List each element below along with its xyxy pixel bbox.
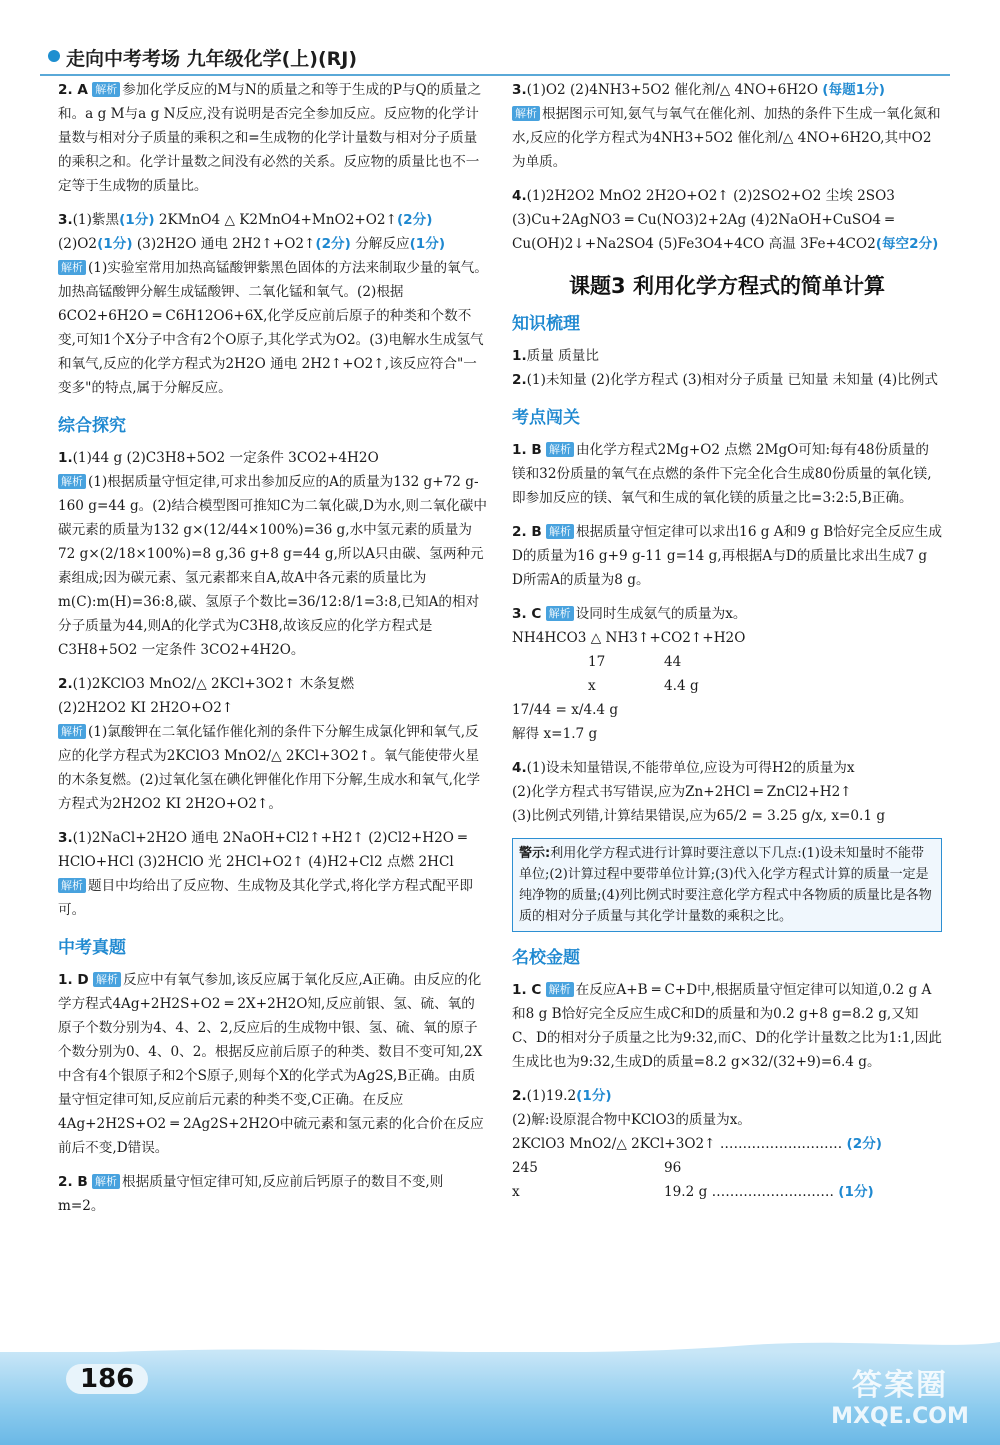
analysis-tag: 解析 (546, 982, 574, 997)
answer-item: 4.(1)2H2O2 MnO2 2H2O+O2↑ (2)2SO2+O2 尘埃 2SO3 (3)Cu+2AgNO3 ═ Cu(NO3)2+2Ag (4)2NaOH+CuSO4 ═ Cu(OH)2↓+Na2SO4 (5)Fe3O4+4CO 高温 3Fe+4CO2(每空2分) (512, 188, 939, 252)
analysis-tag: 解析 (58, 260, 86, 275)
section-heading: 知识梳理 (512, 314, 580, 334)
answer-item: 2. B 解析 根据质量守恒定律可知,反应前后钙原子的数目不变,则m=2。 (58, 1174, 444, 1214)
warning-label: 警示: (519, 846, 551, 861)
answer-item: 2.(1)19.2(1分) (2)解:设原混合物中KClO3的质量为x。 2KClO3 MnO2/△ 2KCl+3O2↑ ……………………… (2分) 245 96 x 19.2 g ……………………… (1分) (512, 1084, 942, 1204)
answer-item: 3. C 解析 设同时生成氨气的质量为x。 NH4HCO3 △ NH3↑+CO2↑+H2O 17 44 x 4.4 g 17/44 = x/4.4 g 解得 x=1.7 g (512, 602, 942, 746)
answer-item: 4.(1)设未知量错误,不能带单位,应设为可得H2的质量为x (2)化学方程式书写错误,应为Zn+2HCl ═ ZnCl2+H2↑ (3)比例式列错,计算结果错误,应为65/2 = 3.25 g/x, x=0.1 g (512, 760, 886, 824)
result: 解得 x=1.7 g (512, 726, 598, 742)
answer-item: 1.(1)44 g (2)C3H8+5O2 一定条件 3CO2+4H2O 解析 (1)根据质量守恒定律,可求出参加反应的A的质量为132 g+72 g-160 g=44 g。(2)结合模型图可推知C为二氧化碳,D为水,则二氧化碳中碳元素的质量为132 g×(12/44×100%)=36 g,水中氢元素的质量为72 g×(2/18×100%)=8 g,36 g+8 g=44 g,所以A只由碳、氢两种元素组成;因为碳元素、氢元素都来自A,故A中各元素的质量比为m(C):m(H)=36:8,碳、氢原子个数比=36/12:8/1=3:8,已知A的相对分子质量为44,则A的化学式为C3H8,故该反应的化学方程式是C3H8+5O2 一定条件 3CO2+4H2O。 (58, 450, 487, 658)
analysis-tag: 解析 (546, 442, 574, 457)
warning-box: 警示:利用化学方程式进行计算时要注意以下几点:(1)设未知量时不能带单位;(2)计算过程中要带单位计算;(3)代入化学方程式计算的质量一定是纯净物的质量;(4)列比例式时要注意化学方程式中各物质的质量比是各物质的相对分子质量与其化学计量数的乘积之比。 (512, 838, 942, 932)
answer-item: 2. A 解析 参加化学反应的M与N的质量之和等于生成的P与Q的质量之和。a g M与a g N反应,没有说明是否完全参加反应。反应物的化学计量数与相对分子质量的乘积之和=生成物的化学计量数与相对分子质量的乘积之和。化学计量数之间没有必然的关系。反应物的质量比也不一定等于生成物的质量比。 (58, 82, 481, 194)
calc-row: x 19.2 g ……………………… (1分) (512, 1184, 874, 1200)
answer-item: 2. B 解析 根据质量守恒定律可以求出16 g A和9 g B恰好完全反应生成D的质量为16 g+9 g-11 g=14 g,再根据A与D的质量比求出生成7 g D所需A的质量为8 g。 (512, 524, 942, 588)
calc-row: 17 44 (588, 654, 682, 670)
answer-item: 3.(1)紫黑(1分) 2KMnO4 △ K2MnO4+MnO2+O2↑(2分) (2)O2(1分) (3)2H2O 通电 2H2↑+O2↑(2分) 分解反应(1分) 解析 (1)实验室常用加热高锰酸钾紫黑色固体的方法来制取少量的氧气。加热高锰酸钾分解生成锰酸钾、二氧化锰和氧气。(2)根据6CO2+6H2O ═ C6H12O6+6X,化学反应前后原子的种类和个数不变,可知1个X分子中含有2个O原子,其化学式为O2。(3)电解水生成氢气和氧气,反应的化学方程式为2H2O 通电 2H2↑+O2↑,该反应符合"一变多"的特点,属于分解反应。 (58, 212, 488, 396)
equation: 2KClO3 MnO2/△ 2KCl+3O2↑ (512, 1136, 716, 1152)
bullet-icon (48, 50, 60, 62)
book-title: 走向中考考场 九年级化学(上)(RJ) (66, 48, 358, 70)
left-column (58, 78, 488, 1228)
calc-row: 2KClO3 MnO2/△ 2KCl+3O2↑ ……………………… (2分) (512, 1136, 883, 1152)
equation: NH4HCO3 △ NH3↑+CO2↑+H2O (512, 630, 746, 646)
answer-item: 1. D 解析 反应中有氧气参加,该反应属于氧化反应,A正确。由反应的化学方程式4Ag+2H2S+O2 ═ 2X+2H2O知,反应前银、氢、硫、氧的原子个数分别为4、4、2、2,反应后的生成物中银、氢、硫、氧的原子个数分别为0、4、0、2。根据反应前后原子的种类、数目不变可知,2X中含有4个银原子和2个S原子,则每个X的化学式为Ag2S,B正确。由质量守恒定律可知,反应前后元素的种类不变,C正确。在反应4Ag+2H2S+O2 ═ 2Ag2S+2H2O中硫元素和氢元素的化合价在反应前后不变,D错误。 (58, 972, 484, 1156)
watermark-logo: 答案圈 MXQE.COM (831, 1368, 969, 1429)
analysis-tag: 解析 (92, 1174, 120, 1189)
answer-item: 2.(1)2KClO3 MnO2/△ 2KCl+3O2↑ 木条复燃 (2)2H2O2 KI 2H2O+O2↑ 解析 (1)氯酸钾在二氧化锰作催化剂的条件下分解生成氯化钾和氧气,反应的化学方程式为2KClO3 MnO2/△ 2KCl+3O2↑。氧气能使带火星的木条复燃。(2)过氧化氢在碘化钾催化作用下分解,生成水和氧气,化学方程式为2H2O2 KI 2H2O+O2↑。 (58, 676, 481, 812)
section-heading: 名校金题 (512, 948, 580, 968)
calc-row: 245 96 (512, 1160, 682, 1176)
lesson-title: 课题3 利用化学方程式的简单计算 (569, 274, 885, 298)
analysis-tag: 解析 (58, 878, 86, 893)
answer-item: 1.质量 质量比 2.(1)未知量 (2)化学方程式 (3)相对分子质量 已知量 未知量 (4)比例式 (512, 348, 938, 388)
page-number: 186 (66, 1364, 148, 1394)
ratio: 17/44 = x/4.4 g (512, 702, 619, 718)
section-heading: 中考真题 (58, 938, 126, 958)
page-header (40, 40, 950, 76)
calc-row: x 4.4 g (588, 678, 699, 694)
answer-item: 3.(1)2NaCl+2H2O 通电 2NaOH+Cl2↑+H2↑ (2)Cl2+H2O ═ HClO+HCl (3)2HClO 光 2HCl+O2↑ (4)H2+Cl2 点燃 2HCl 解析 题目中均给出了反应物、生成物及其化学式,将化学方程式配平即可。 (58, 830, 473, 918)
answer-item: 1. C 解析 在反应A+B ═ C+D中,根据质量守恒定律可以知道,0.2 g A和8 g B恰好完全反应生成C和D的质量和为0.2 g+8 g=8.2 g,又知C、D的相对分子质量之比为9:32,而C、D的化学计量数之比为1:1,因此生成比也为9:32,生成D的质量=8.2 g×32/(32+9)=6.4 g。 (512, 982, 942, 1070)
analysis-tag: 解析 (93, 972, 121, 987)
section-heading: 综合探究 (58, 416, 126, 436)
analysis-tag: 解析 (92, 82, 120, 97)
analysis-tag: 解析 (546, 524, 574, 539)
answer-item: 3.(1)O2 (2)4NH3+5O2 催化剂/△ 4NO+6H2O (每题1分) 解析 根据图示可知,氨气与氧气在催化剂、加热的条件下生成一氧化氮和水,反应的化学方程式为4NH3+5O2 催化剂/△ 4NO+6H2O,其中O2为单质。 (512, 82, 941, 170)
analysis-tag: 解析 (58, 724, 86, 739)
answer-item: 1. B 解析 由化学方程式2Mg+O2 点燃 2MgO可知:每有48份质量的镁和32份质量的氧气在点燃的条件下完全化合生成80份质量的氧化镁,即参加反应的镁、氧气和生成的氧化镁的质量之比=3:2:5,B正确。 (512, 442, 932, 506)
section-heading: 考点闯关 (512, 408, 580, 428)
analysis-tag: 解析 (512, 106, 540, 121)
right-column (512, 78, 942, 1214)
analysis-tag: 解析 (58, 474, 86, 489)
analysis-tag: 解析 (546, 606, 574, 621)
